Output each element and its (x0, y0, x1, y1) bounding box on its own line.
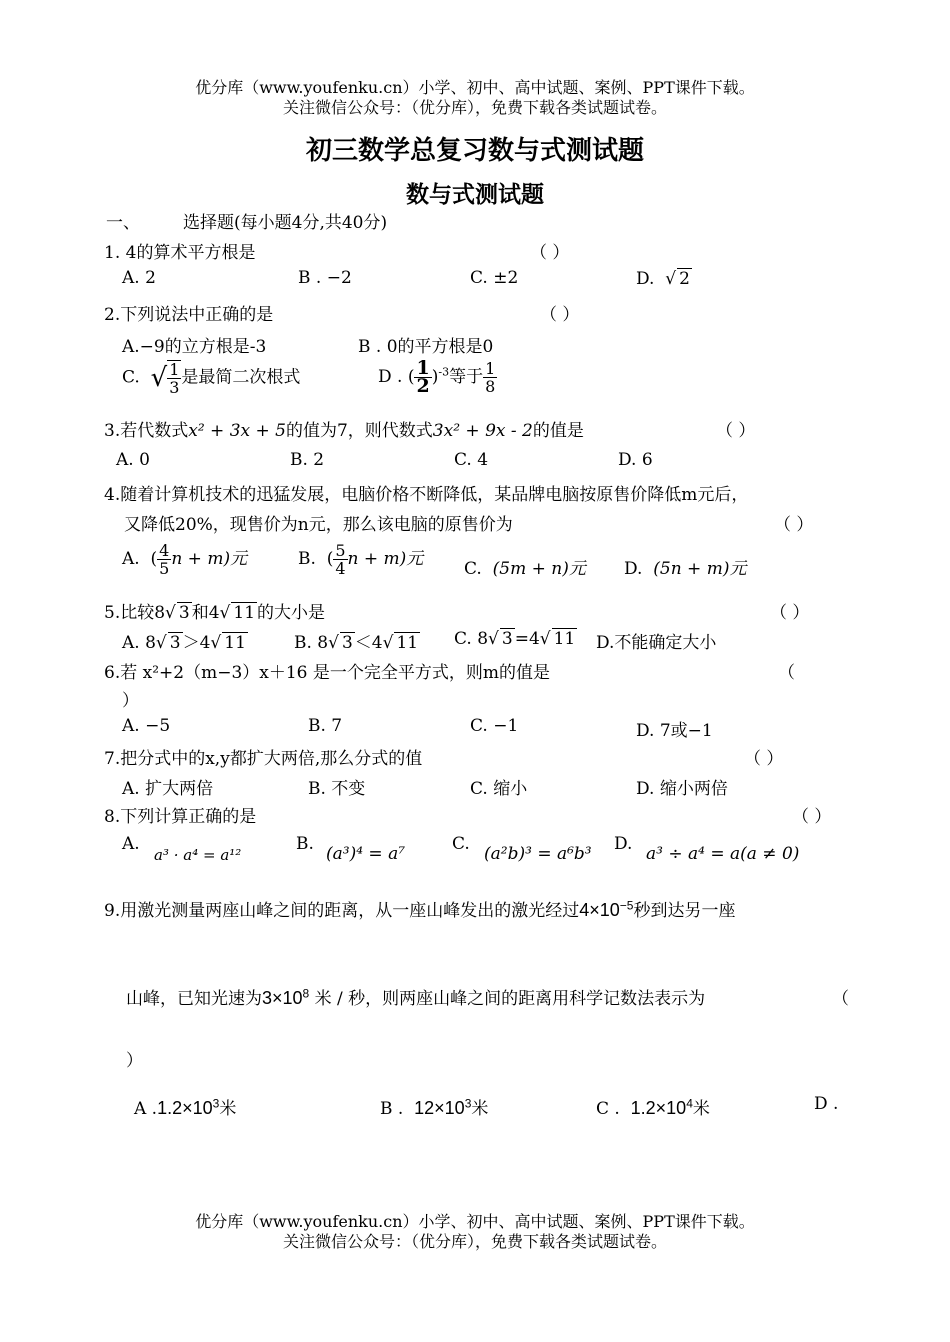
page-subtitle: 数与式测试题 (406, 181, 544, 208)
q9-line-1-b: 秒到达另一座 (633, 901, 736, 921)
q5-option-d: D.不能确定大小 (596, 633, 717, 653)
page-title: 初三数学总复习数与式测试题 (305, 136, 644, 166)
q2-d-result-num: 1 (485, 359, 496, 378)
q9-option-c-label: C . (596, 1099, 620, 1119)
q3-answer-paren: （ ） (716, 421, 756, 441)
q9-speed-exponent: 8 (302, 986, 310, 1001)
q2-stem: 2.下列说法中正确的是 (104, 305, 274, 325)
q9-option-d-label: D . (814, 1094, 839, 1114)
q2-d-exponent: -3 (438, 365, 450, 379)
q4-a-frac-num: 4 (159, 541, 170, 560)
q9-time-exponent: −5 (619, 898, 634, 913)
q7-stem: 7.把分式中的x,y都扩大两倍,那么分式的值 (104, 749, 423, 769)
footer-line-1: 优分库（www.youfenku.cn）小学、初中、高中试题、案例、PPT课件下载。 (195, 1212, 755, 1231)
q7-option-b: B. 不变 (308, 779, 366, 799)
q9-time-value: 4×10 (579, 900, 620, 920)
q4-option-b-label: B. (298, 549, 316, 569)
q6-paren-open: （ (778, 663, 795, 683)
q9-option-a-value: 1.2×10 (157, 1098, 213, 1118)
q8-answer-paren: （ ） (792, 807, 832, 827)
section-label: 选择题(每小题4分,共40分) (183, 213, 388, 233)
q1-option-b: B . −2 (298, 268, 352, 288)
q3-option-d: D. 6 (618, 450, 653, 470)
q8-option-c-expr: (a²b)³ = a⁶b³ (484, 844, 592, 864)
q9-line-2-a: 山峰，已知光速为 (126, 989, 262, 1009)
q8-option-d-label: D. (614, 834, 633, 854)
q3-option-a: A. 0 (116, 450, 150, 470)
q9-option-b-value: 12×10 (414, 1098, 465, 1118)
header-line-2: 关注微信公众号：（优分库），免费下载各类试题试卷。 (282, 98, 667, 117)
q9-option-a-unit: 米 (219, 1099, 237, 1119)
q9-paren-open: （ (832, 989, 849, 1009)
q1-answer-paren: （ ） (530, 243, 570, 263)
q3-option-c: C. 4 (454, 450, 489, 470)
q4-option-c-expr: (5m + n)元 (492, 559, 586, 579)
q5-stem: 5.比较8√ 3 和4√ 11 的大小是 (104, 603, 326, 623)
q8-option-a-label: A. (122, 834, 140, 854)
q6-option-c: C. −1 (470, 716, 519, 736)
q5-stem-a: 5.比较8 (104, 603, 166, 623)
q5-b-part-2: ＜4 (354, 633, 383, 653)
q4-option-b: B. ( $\frac{5}{4}$ n + m)元 (298, 541, 424, 578)
q3-stem-b: 的值为7，则代数式 (285, 421, 433, 441)
q9-option-b (380, 1094, 488, 1119)
q5-c-part-2: =4 (514, 629, 540, 649)
q4-option-a: A. ( $\frac{4}{5}$ n + m)元 (122, 541, 248, 578)
q4-option-c (464, 554, 586, 579)
q2-d-frac-den: 2 (416, 375, 430, 397)
q2-option-d-label: D . (378, 367, 403, 387)
q8-option-b-expr: (a³)⁴ = a⁷ (326, 844, 406, 864)
q4-option-a-label: A. (122, 549, 140, 569)
q4-a-expr-tail: n + m)元 (171, 549, 248, 569)
header-line-1: 优分库（www.youfenku.cn）小学、初中、高中试题、案例、PPT课件下载。 (195, 78, 755, 97)
q5-stem-b: 和4 (191, 603, 220, 623)
q7-answer-paren: （ ） (744, 749, 784, 769)
q6-option-a: A. −5 (122, 716, 171, 736)
q1-option-d: D. √ 2 (636, 269, 690, 289)
q8-option-b-label: B. (296, 834, 314, 854)
q1-option-a: A. 2 (122, 268, 156, 288)
q3-expression-1: x² + 3x + 5 (188, 421, 286, 441)
q5-answer-paren: （ ） (770, 603, 810, 623)
q9-option-a (134, 1094, 236, 1119)
q8-option-a-expr: a³ · a⁴ = a¹² (154, 846, 242, 864)
q4-stem-line-1: 4.随着计算机技术的迅猛发展，电脑价格不断降低，某品牌电脑按原售价降低m元后， (104, 485, 749, 505)
q5-stem-r11: 11 (233, 603, 256, 623)
q2-d-result-den: 8 (485, 377, 496, 396)
q7-option-c: C. 缩小 (470, 779, 528, 799)
q2-answer-paren: （ ） (540, 305, 580, 325)
q9-option-c-value: 1.2×10 (630, 1098, 687, 1118)
q3-option-b: B. 2 (290, 450, 325, 470)
section-number: 一、 (106, 213, 140, 233)
q9-option-c (596, 1094, 710, 1119)
q4-b-frac-num: 5 (335, 541, 346, 560)
q4-option-d-label: D. (624, 559, 643, 579)
q9-speed-value: 3×10 (262, 988, 303, 1008)
q9-option-c-unit: 米 (692, 1099, 710, 1119)
q4-option-d-expr: (5n + m)元 (653, 559, 747, 579)
q3-stem-a: 3.若代数式 (104, 421, 189, 441)
q5-stem-r3: 3 (178, 603, 190, 623)
q5-stem-c: 的大小是 (257, 603, 326, 623)
q7-option-a: A. 扩大两倍 (122, 779, 214, 799)
q4-stem-line-2: 又降低20%，现售价为n元，那么该电脑的原售价为 (124, 515, 513, 535)
q5-option-c: C. 8√ 3 =4√ 11 (454, 629, 576, 649)
q6-option-d: D. 7或−1 (636, 721, 713, 741)
q5-c-r11: 11 (553, 629, 576, 649)
q4-option-c-label: C. (464, 559, 482, 579)
q9-line-1 (104, 896, 735, 921)
q2-option-c-text: 是最简二次根式 (181, 367, 301, 388)
q5-option-a: A. 8√ 3 ＞4√ 11 (122, 633, 246, 653)
q8-option-d-expr: a³ ÷ a⁴ = a(a ≠ 0) (646, 844, 800, 864)
q9-option-a-label: A . (134, 1099, 158, 1119)
q2-option-a: A.−9的立方根是-3 (122, 337, 267, 357)
q7-option-d: D. 缩小两倍 (636, 779, 728, 799)
q2-d-frac-num: 1 (416, 357, 430, 379)
q5-c-part-1: C. 8 (454, 629, 489, 649)
q4-b-expr-tail: n + m)元 (347, 549, 424, 569)
q9-option-b-exp: 3 (464, 1096, 472, 1111)
q5-option-b: B. 8√ 3 ＜4√ 11 (294, 633, 419, 653)
q5-b-r3: 3 (341, 633, 353, 653)
q1-option-d-label: D. (636, 269, 655, 289)
q1-option-d-radicand: 2 (679, 269, 690, 289)
q5-a-part-1: A. 8 (122, 633, 156, 653)
q2-option-d: D . ( $\frac{1}{2}$ )$^{-3}$等于 $\frac{1}{8}$ (378, 357, 496, 397)
footer-line-2: 关注微信公众号：（优分库），免费下载各类试题试卷。 (282, 1232, 667, 1251)
q2-c-frac-num: 1 (169, 360, 180, 379)
q9-option-c-exp: 4 (686, 1096, 693, 1111)
q9-paren-close: ） (126, 1051, 143, 1071)
q3-expression-2: 3x² + 9x - 2 (432, 421, 533, 441)
q4-answer-paren: （ ） (774, 515, 814, 535)
q9-line-2 (126, 984, 705, 1009)
q3-stem-c: 的值是 (532, 421, 584, 441)
q6-option-b: B. 7 (308, 716, 343, 736)
q9-option-b-unit: 米 (471, 1099, 489, 1119)
q5-a-part-2: ＞4 (182, 633, 211, 653)
q5-b-r11: 11 (396, 633, 419, 653)
q8-stem: 8.下列计算正确的是 (104, 807, 257, 827)
q9-line-2-b: 米 / 秒，则两座山峰之间的距离用科学记数法表示为 (314, 989, 706, 1009)
q2-option-b: B . 0的平方根是0 (358, 337, 494, 357)
q6-stem: 6.若 x²+2（m−3）x＋16 是一个完全平方式，则m的值是 (104, 663, 551, 683)
q9-option-a-exp: 3 (212, 1096, 220, 1111)
q5-a-r11: 11 (224, 633, 246, 653)
q3-stem (104, 416, 584, 441)
q1-option-c: C. ±2 (470, 268, 519, 288)
q8-option-c-label: C. (452, 834, 470, 854)
q4-b-frac-den: 4 (335, 559, 346, 578)
q5-b-part-1: B. 8 (294, 633, 329, 653)
q5-a-r3: 3 (169, 633, 181, 653)
q1-stem: 1. 4的算术平方根是 (104, 243, 256, 263)
q9-option-b-label: B . (380, 1099, 404, 1119)
q2-c-frac-den: 3 (169, 378, 180, 397)
q4-option-d (624, 554, 746, 579)
q4-a-frac-den: 5 (159, 559, 170, 578)
q9-line-1-a: 9.用激光测量两座山峰之间的距离，从一座山峰发出的激光经过 (104, 901, 580, 921)
q5-c-r3: 3 (501, 629, 513, 649)
q6-paren-close: ） (122, 691, 139, 711)
q2-option-c: C. √ $\frac{1}{3}$ 是最简二次根式 (122, 360, 301, 397)
q2-option-c-label: C. (122, 367, 140, 388)
q2-option-d-text: 等于 (449, 367, 484, 387)
